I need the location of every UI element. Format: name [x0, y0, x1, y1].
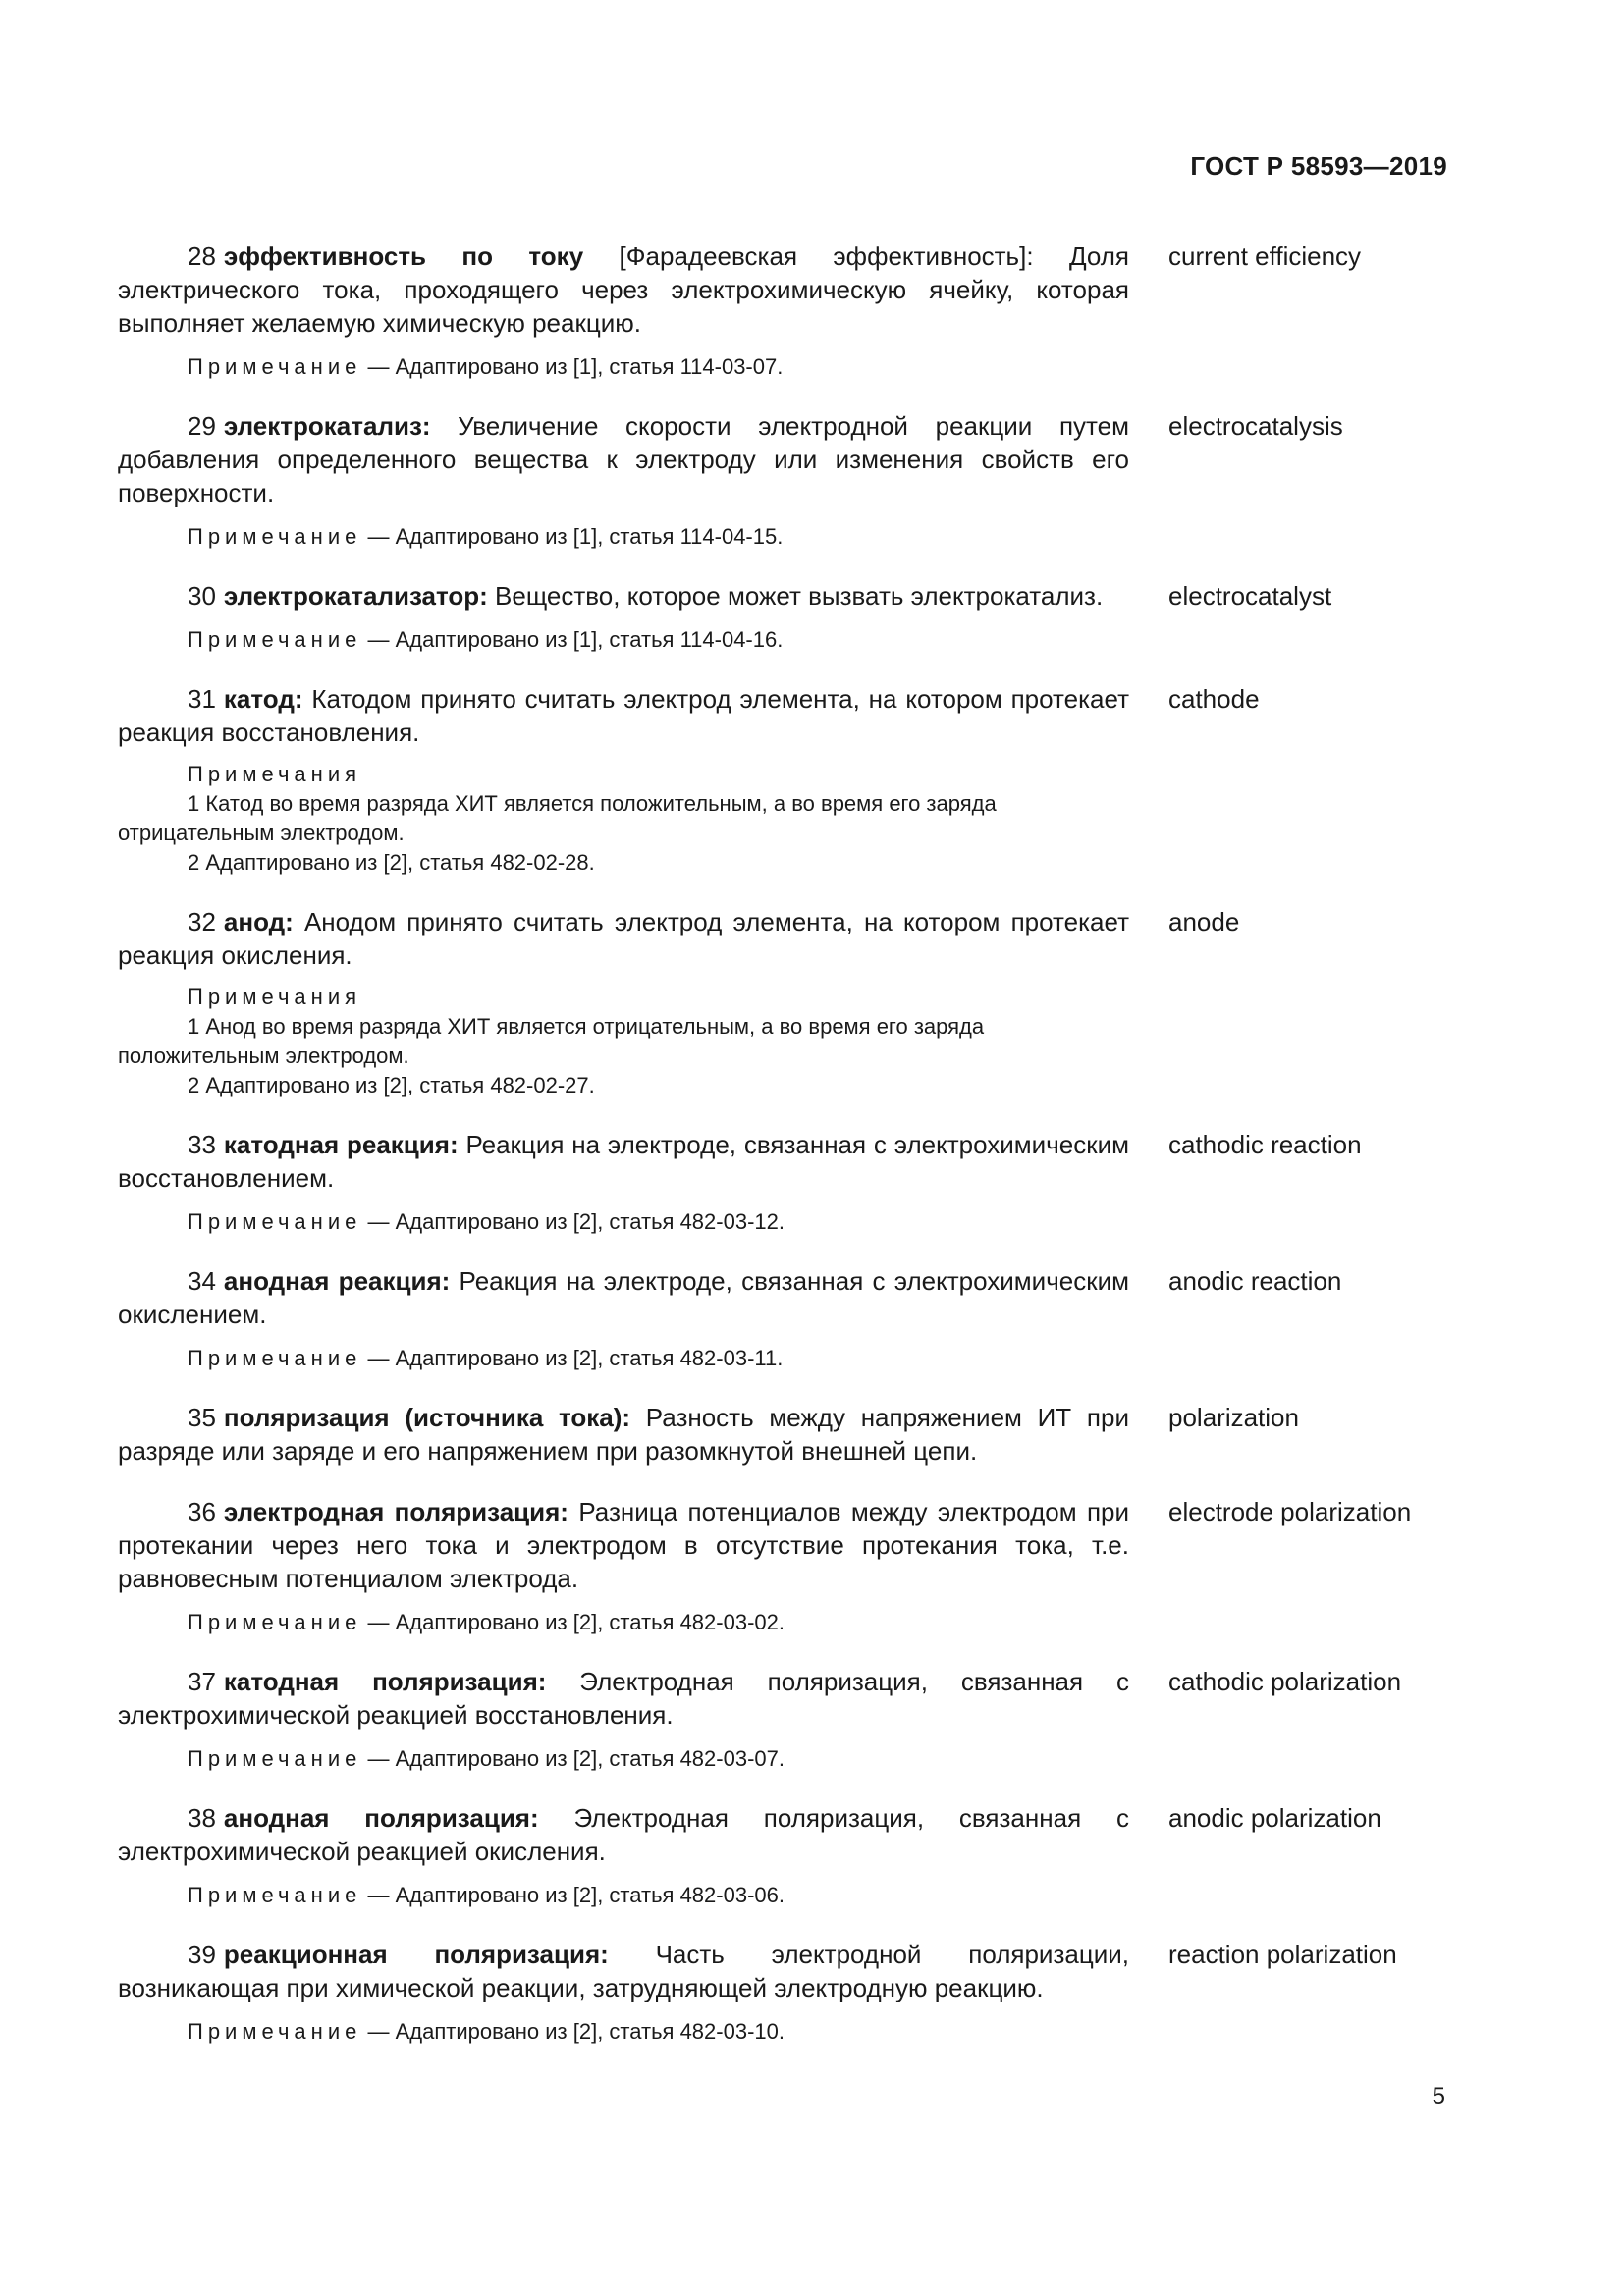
- note-label: Примечание: [188, 627, 362, 652]
- term-definition: [118, 240, 1129, 340]
- term-note: [118, 1207, 1129, 1237]
- term-row: [118, 682, 1453, 749]
- term-entry: [118, 905, 1453, 1128]
- note-label: Примечание: [188, 524, 362, 549]
- note-label: Примечание: [188, 1610, 362, 1634]
- notes-label: Примечания: [188, 985, 362, 1009]
- term-row: [118, 1665, 1453, 1732]
- english-equivalent: electrocatalysis: [1168, 411, 1343, 441]
- term-name: анодная поляризация:: [223, 1803, 539, 1833]
- document-header: ГОСТ Р 58593—2019: [1190, 151, 1447, 181]
- term-definition: [118, 1128, 1129, 1195]
- term-definition: [118, 1401, 1129, 1468]
- note-label: Примечание: [188, 1883, 362, 1907]
- term-name: анод:: [223, 907, 294, 936]
- term-entry: [118, 240, 1453, 409]
- term-number: 32: [188, 907, 216, 936]
- term-notes: [118, 760, 1129, 878]
- english-equivalent: cathodic polarization: [1168, 1667, 1402, 1696]
- note-text: Адаптировано из [2], статья 482-03-07.: [395, 1746, 785, 1771]
- term-row: [118, 1495, 1453, 1595]
- note-dash: —: [361, 1610, 396, 1634]
- term-definition: [118, 682, 1129, 749]
- term-name: поляризация (источника тока):: [223, 1403, 631, 1432]
- term-note: [118, 2017, 1129, 2047]
- note-dash: —: [361, 1883, 396, 1907]
- english-equivalent: anodic polarization: [1168, 1803, 1381, 1833]
- term-name: реакционная поляризация:: [223, 1940, 609, 1969]
- term-row: [118, 1128, 1453, 1195]
- note-item: 2 Адаптировано из [2], статья 482-02-28.: [188, 850, 595, 875]
- term-note: [118, 522, 1129, 552]
- note-dash: —: [361, 1346, 396, 1370]
- term-name: электродная поляризация:: [223, 1497, 568, 1526]
- term-entry: [118, 579, 1453, 682]
- term-text: Вещество, которое может вызвать электрокатализ.: [487, 581, 1104, 611]
- term-row: [118, 240, 1453, 340]
- term-note: [118, 1881, 1129, 1910]
- term-number: 38: [188, 1803, 216, 1833]
- term-name: анодная реакция:: [223, 1266, 451, 1296]
- term-text: Часть электродной поляризации, возникающая при химической реакции, затрудняющей электродную реакцию.: [118, 1940, 1129, 2002]
- note-text: Адаптировано из [2], статья 482-03-10.: [395, 2019, 785, 2044]
- term-entry: [118, 682, 1453, 905]
- note-text: Адаптировано из [2], статья 482-03-02.: [395, 1610, 785, 1634]
- english-equivalent: electrocatalyst: [1168, 581, 1332, 611]
- english-equivalent: polarization: [1168, 1403, 1299, 1432]
- term-text: Электродная поляризация, связанная с электрохимической реакцией восстановления.: [118, 1667, 1129, 1730]
- note-text: Адаптировано из [1], статья 114-04-15.: [395, 524, 784, 549]
- term-number: 28: [188, 241, 216, 271]
- term-name: катодная поляризация:: [223, 1667, 547, 1696]
- term-number: 37: [188, 1667, 216, 1696]
- english-equivalent: cathode: [1168, 684, 1260, 714]
- term-row: [118, 905, 1453, 972]
- term-row: [118, 409, 1453, 509]
- term-definition: [118, 905, 1129, 972]
- term-number: 36: [188, 1497, 216, 1526]
- term-number: 39: [188, 1940, 216, 1969]
- term-note: [118, 352, 1129, 382]
- term-name: эффективность по току: [223, 241, 584, 271]
- term-entry: [118, 1401, 1453, 1495]
- english-equivalent: anodic reaction: [1168, 1266, 1342, 1296]
- note-item: 2 Адаптировано из [2], статья 482-02-27.: [188, 1073, 595, 1097]
- term-entry: [118, 1938, 1453, 2047]
- note-dash: —: [361, 354, 396, 379]
- terms-list: [118, 240, 1453, 2047]
- term-number: 30: [188, 581, 216, 611]
- english-equivalent: current efficiency: [1168, 241, 1362, 271]
- term-definition: [118, 409, 1129, 509]
- term-definition: [118, 1665, 1129, 1732]
- term-text: Реакция на электроде, связанная с электрохимическим окислением.: [118, 1266, 1129, 1329]
- note-text: Адаптировано из [1], статья 114-04-16.: [395, 627, 784, 652]
- term-entry: [118, 409, 1453, 579]
- term-text: Увеличение скорости электродной реакции путем добавления определенного вещества к электроду или изменения свойств его поверхности.: [118, 411, 1129, 507]
- note-text: Адаптировано из [2], статья 482-03-06.: [395, 1883, 785, 1907]
- term-entry: [118, 1264, 1453, 1401]
- note-label: Примечание: [188, 1346, 362, 1370]
- note-dash: —: [361, 524, 396, 549]
- term-row: [118, 1401, 1453, 1468]
- term-note: [118, 1344, 1129, 1373]
- note-item: 1 Анод во время разряда ХИТ является отрицательным, а во время его заряда положительным электродом.: [118, 1014, 985, 1068]
- term-entry: [118, 1801, 1453, 1938]
- term-number: 29: [188, 411, 216, 441]
- note-dash: —: [361, 1746, 396, 1771]
- note-label: Примечание: [188, 2019, 362, 2044]
- english-equivalent: cathodic reaction: [1168, 1130, 1362, 1159]
- term-name: катодная реакция:: [223, 1130, 459, 1159]
- term-note: [118, 625, 1129, 655]
- term-number: 35: [188, 1403, 216, 1432]
- notes-label: Примечания: [188, 762, 362, 786]
- term-notes: [118, 983, 1129, 1100]
- term-definition: [118, 1264, 1129, 1331]
- term-name: катод:: [223, 684, 303, 714]
- term-note: [118, 1744, 1129, 1774]
- term-row: [118, 579, 1453, 613]
- note-text: Адаптировано из [1], статья 114-03-07.: [395, 354, 784, 379]
- term-definition: [118, 1938, 1129, 2004]
- term-text: Реакция на электроде, связанная с электрохимическим восстановлением.: [118, 1130, 1129, 1193]
- term-name: электрокатализ:: [223, 411, 431, 441]
- term-number: 31: [188, 684, 216, 714]
- term-text: Электродная поляризация, связанная с электрохимической реакцией окисления.: [118, 1803, 1129, 1866]
- note-dash: —: [361, 1209, 396, 1234]
- english-equivalent: anode: [1168, 907, 1240, 936]
- term-definition: [118, 1801, 1129, 1868]
- term-row: [118, 1938, 1453, 2004]
- note-label: Примечание: [188, 1209, 362, 1234]
- english-equivalent: electrode polarization: [1168, 1497, 1412, 1526]
- term-entry: [118, 1495, 1453, 1665]
- term-text: Анодом принято считать электрод элемента, на котором протекает реакция окисления.: [118, 907, 1129, 970]
- term-text: [Фарадеевская эффективность]: Доля электрического тока, проходящего через электрохимическую ячейку, которая выполняет желаемую химическую реакцию.: [118, 241, 1129, 338]
- note-text: Адаптировано из [2], статья 482-03-11.: [395, 1346, 784, 1370]
- term-text: Катодом принято считать электрод элемента, на котором протекает реакция восстановления.: [118, 684, 1129, 747]
- term-row: [118, 1801, 1453, 1868]
- note-dash: —: [361, 627, 396, 652]
- page-number: 5: [1432, 2083, 1445, 2109]
- term-definition: [118, 1495, 1129, 1595]
- term-number: 33: [188, 1130, 216, 1159]
- note-dash: —: [361, 2019, 396, 2044]
- note-item: 1 Катод во время разряда ХИТ является положительным, а во время его заряда отрицательным электродом.: [118, 791, 997, 845]
- note-label: Примечание: [188, 1746, 362, 1771]
- term-entry: [118, 1665, 1453, 1801]
- english-equivalent: reaction polarization: [1168, 1940, 1397, 1969]
- term-name: электрокатализатор:: [223, 581, 488, 611]
- term-row: [118, 1264, 1453, 1331]
- term-definition: [118, 579, 1129, 613]
- note-label: Примечание: [188, 354, 362, 379]
- term-entry: [118, 1128, 1453, 1264]
- term-note: [118, 1608, 1129, 1637]
- term-text: Разность между напряжением ИТ при разряде или заряде и его напряжением при разомкнутой внешней цепи.: [118, 1403, 1129, 1466]
- note-text: Адаптировано из [2], статья 482-03-12.: [395, 1209, 785, 1234]
- term-text: Разница потенциалов между электродом при протекании через него тока и электродом в отсутствие протекания тока, т.е. равновесным потенциалом электрода.: [118, 1497, 1130, 1593]
- term-number: 34: [188, 1266, 216, 1296]
